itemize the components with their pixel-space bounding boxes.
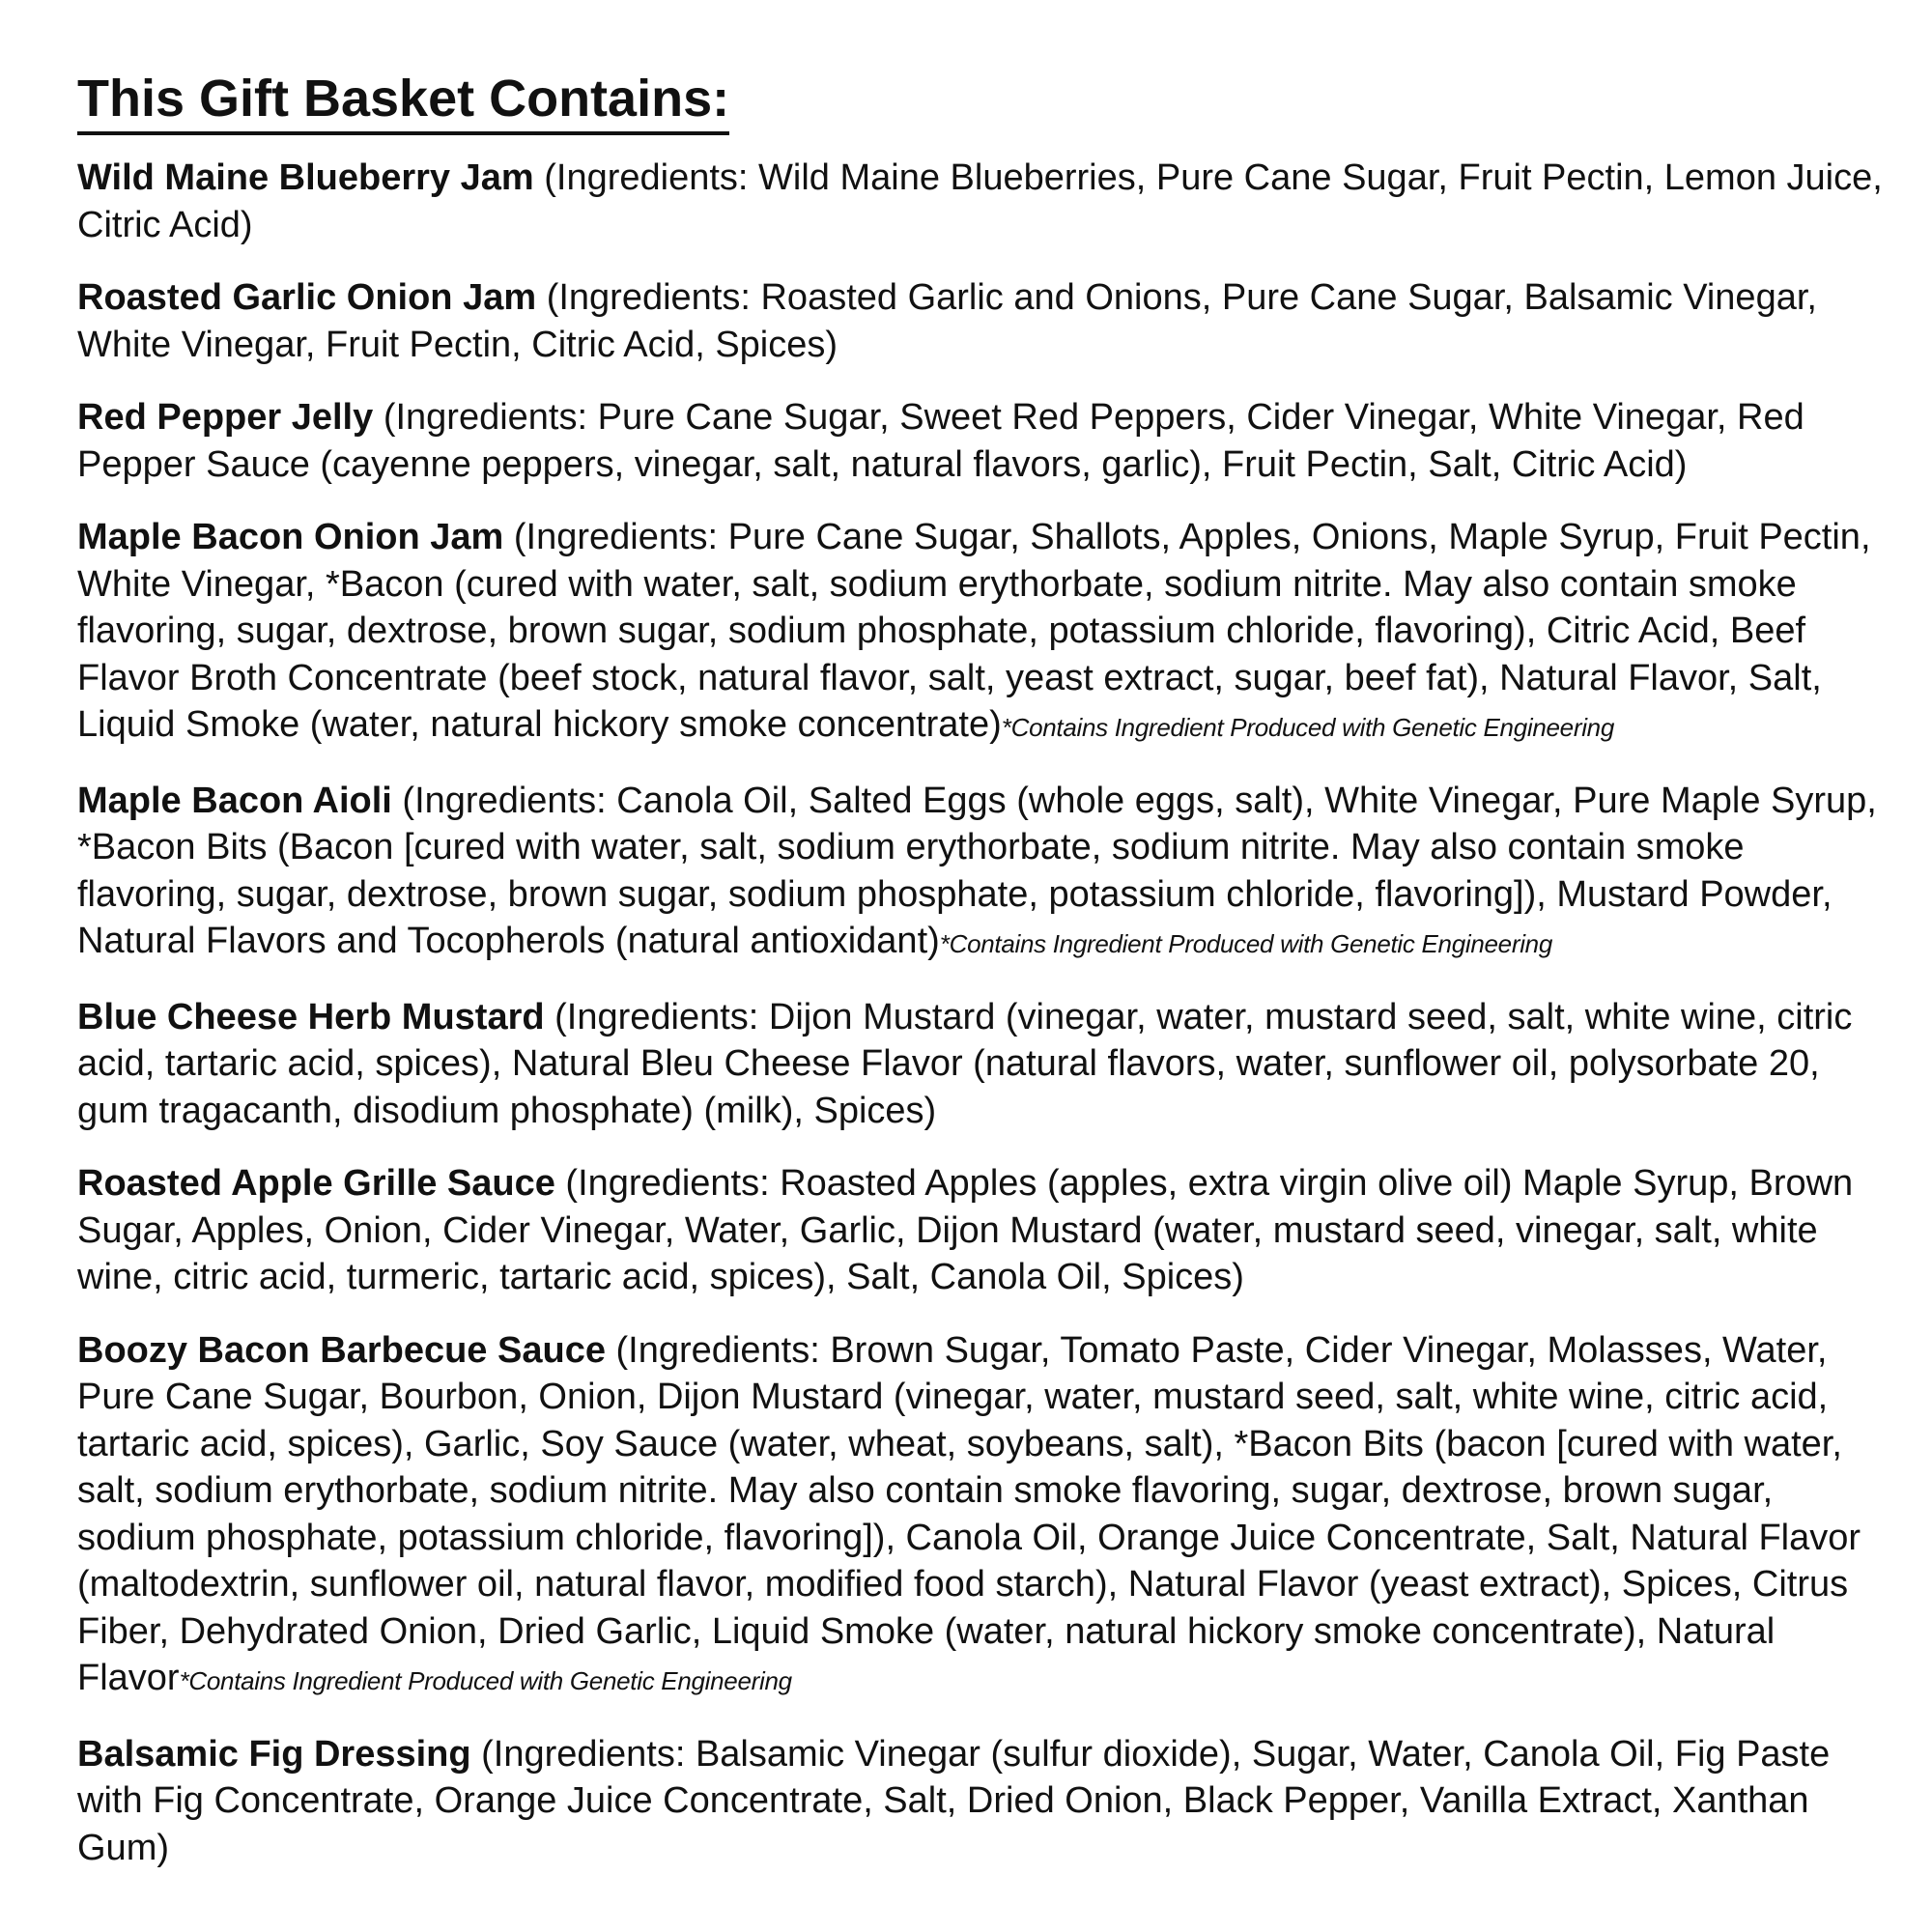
product-ingredients: (Ingredients: Pure Cane Sugar, Sweet Red Peppers, Cider Vinegar, White Vinegar, Red Pepper Sauce (cayenne peppers, vinegar, salt, natural flavors, garlic), Fruit Pectin, Salt, Citric Acid) xyxy=(77,397,1804,485)
product-name: Boozy Bacon Barbecue Sauce xyxy=(77,1329,606,1371)
product-item-maple-bacon-onion-jam xyxy=(77,514,1884,752)
product-name: Blue Cheese Herb Mustard xyxy=(77,996,545,1037)
ge-footnote: *Contains Ingredient Produced with Genetic Engineering xyxy=(939,929,1552,958)
ge-footnote: *Contains Ingredient Produced with Genetic Engineering xyxy=(1001,713,1614,742)
ge-footnote: *Contains Ingredient Produced with Genetic Engineering xyxy=(179,1666,792,1695)
product-item-red-pepper-jelly xyxy=(77,394,1884,488)
product-ingredients: (Ingredients: Pure Cane Sugar, Shallots, Apples, Onions, Maple Syrup, Fruit Pectin, White Vinegar, *Bacon (cured with water, salt, sodium erythorbate, sodium nitrite. May also contain smoke flavoring, sugar, dextrose, brown sugar, sodium phosphate, potassium chloride, flavoring), Citric Acid, Beef Flavor Broth Concentrate (beef stock, natural flavor, salt, yeast extract, sugar, beef fat), Natural Flavor, Salt, Liquid Smoke (water, natural hickory smoke concentrate) xyxy=(77,517,1871,745)
product-name: Maple Bacon Aioli xyxy=(77,780,392,821)
product-ingredients: (Ingredients: Roasted Garlic and Onions, Pure Cane Sugar, Balsamic Vinegar, White Vinegar, Fruit Pectin, Citric Acid, Spices) xyxy=(77,277,1817,365)
product-item-blue-cheese-mustard xyxy=(77,994,1884,1135)
product-name: Wild Maine Blueberry Jam xyxy=(77,157,534,198)
product-item-apple-grille-sauce xyxy=(77,1160,1884,1301)
product-ingredients: (Ingredients: Wild Maine Blueberries, Pure Cane Sugar, Fruit Pectin, Lemon Juice, Citric Acid) xyxy=(77,157,1883,245)
product-item-maple-bacon-aioli xyxy=(77,778,1884,968)
product-list xyxy=(77,155,1884,1871)
product-ingredients: (Ingredients: Brown Sugar, Tomato Paste, Cider Vinegar, Molasses, Water, Pure Cane Sugar, Bourbon, Onion, Dijon Mustard (vinegar, water, mustard seed, salt, white wine, citric acid, tartaric acid, spices), Garlic, Soy Sauce (water, wheat, soybeans, salt), *Bacon Bits (bacon [cured with water, salt, sodium erythorbate, sodium nitrite. May also contain smoke flavoring, sugar, dextrose, brown sugar, sodium phosphate, potassium chloride, flavoring]), Canola Oil, Orange Juice Concentrate, Salt, Natural Flavor (maltodextrin, sunflower oil, natural flavor, modified food starch), Natural Flavor (yeast extract), Spices, Citrus Fiber, Dehydrated Onion, Dried Garlic, Liquid Smoke (water, natural hickory smoke concentrate), Natural Flavor xyxy=(77,1329,1861,1698)
gift-basket-document xyxy=(77,68,1884,1897)
product-ingredients: (Ingredients: Dijon Mustard (vinegar, water, mustard seed, salt, white wine, citric acid, tartaric acid, spices), Natural Bleu Cheese Flavor (natural flavors, water, sunflower oil, polysorbate 20, gum tragacanth, disodium phosphate) (milk), Spices) xyxy=(77,996,1853,1131)
product-ingredients: (Ingredients: Balsamic Vinegar (sulfur dioxide), Sugar, Water, Canola Oil, Fig Paste with Fig Concentrate, Orange Juice Concentrate, Salt, Dried Onion, Black Pepper, Vanilla Extract, Xanthan Gum) xyxy=(77,1733,1831,1868)
page-title: This Gift Basket Contains: xyxy=(77,68,729,135)
product-name: Roasted Garlic Onion Jam xyxy=(77,277,537,318)
product-ingredients: (Ingredients: Canola Oil, Salted Eggs (whole eggs, salt), White Vinegar, Pure Maple Syrup, *Bacon Bits (Bacon [cured with water, salt, sodium erythorbate, sodium nitrite. May also contain smoke flavoring, sugar, dextrose, brown sugar, sodium phosphate, potassium chloride, flavoring]), Mustard Powder, Natural Flavors and Tocopherols (natural antioxidant) xyxy=(77,780,1877,961)
product-name: Balsamic Fig Dressing xyxy=(77,1733,471,1775)
product-item-garlic-onion-jam xyxy=(77,274,1884,368)
product-item-boozy-bbq-sauce xyxy=(77,1327,1884,1705)
product-name: Maple Bacon Onion Jam xyxy=(77,517,504,557)
product-item-balsamic-fig-dressing xyxy=(77,1731,1884,1872)
product-ingredients: (Ingredients: Roasted Apples (apples, extra virgin olive oil) Maple Syrup, Brown Sugar, Apples, Onion, Cider Vinegar, Water, Garlic, Dijon Mustard (water, mustard seed, vinegar, salt, white wine, citric acid, turmeric, tartaric acid, spices), Salt, Canola Oil, Spices) xyxy=(77,1163,1854,1297)
product-item-blueberry-jam xyxy=(77,155,1884,248)
product-name: Red Pepper Jelly xyxy=(77,397,374,438)
product-name: Roasted Apple Grille Sauce xyxy=(77,1163,555,1204)
